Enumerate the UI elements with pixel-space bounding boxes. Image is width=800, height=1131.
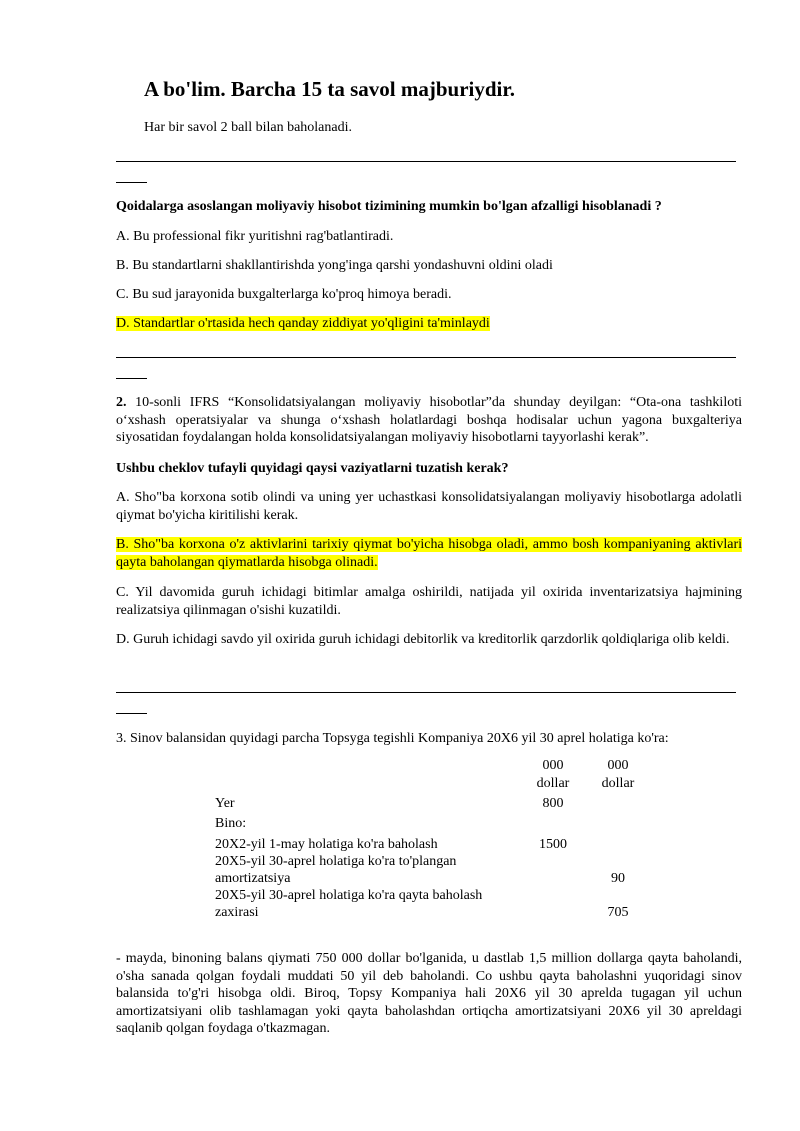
q2-option-c: C. Yil davomida guruh ichidagi bitimlar amalga oshirildi, natijada yil oxirida inventarizatsiya hajmining realizatsiya qilinmagan o'sishi kuzatildi. (116, 585, 742, 618)
column-header: 000 dollar (536, 758, 570, 791)
q2-option-a: A. Sho"ba korxona sotib olindi va uning yer uchastkasi konsolidatsiyalangan moliyaviy hisobotlarga adolatli qiymat bo'yicha kiritilishi kerak. (116, 490, 742, 523)
table-row (215, 815, 635, 835)
separator-line (116, 161, 736, 162)
table-header-row (215, 757, 635, 793)
separator-line (116, 692, 736, 693)
row-label: 20X2-yil 1-may holatiga ko'ra baholash (215, 837, 438, 852)
section-subtitle: Har bir savol 2 ball bilan baholanadi. (144, 120, 352, 135)
q2-intro-text: 10-sonli IFRS “Konsolidatsiyalangan moliyaviy hisobotlar”da shunday deyilgan: “Ota-ona tashkiloti o‘xshash operatsiyalar va shunga o‘xshash holatlardagi boshqa hodisalar uchun yagona buxgalteriya siyosatidan foydalangan holda konsolidatsiyalangan moliyaviy hisobotlarni tayyorlashi kerak”. (116, 395, 742, 445)
cell-value: 800 (542, 796, 564, 811)
table-row (215, 853, 635, 887)
cell-value: 1500 (539, 837, 567, 852)
cell-value: 90 (611, 871, 625, 886)
q1-option-a: A. Bu professional fikr yuritishni rag'batlantiradi. (116, 229, 394, 244)
q2-option-b-highlighted: B. Sho"ba korxona o'z aktivlarini tarixiy qiymat bo'yicha hisobga oladi, ammo bosh kompaniyaning aktivlari qayta baholangan qiymatlarda hisobga olinadi. (116, 537, 742, 570)
q2-option-d: D. Guruh ichidagi savdo yil oxirida guruh ichidagi debitorlik va kreditorlik qarzdorlik qoldiqlariga olib keldi. (116, 632, 730, 647)
cell-value: 705 (607, 905, 629, 920)
table-row (215, 887, 635, 921)
q3-note: - mayda, binoning balans qiymati 750 000 dollar bo'lganida, u dastlab 1,5 million dollarga qayta baholandi, o'sha sanada qolgan foydali muddati 50 yil deb baholandi. Co ushbu qayta baholashni yuqoridagi sinov balansida to'g'ri hisobga oldi. Biroq, Topsy Kompaniya hali 20X6 yil 30 aprelda tugagan yil uchun amortizatsiyani olib tashlamagan yoki qayta baholashdan ortiqcha amortizatsiyani 20X6 yil 30 apreldagi saqlanib qolgan foydaga o'tkazmagan. (116, 951, 742, 1036)
separator-line-short (116, 713, 147, 714)
q2-intro (116, 394, 742, 447)
row-label: Bino: (215, 816, 247, 831)
q1-option-c: C. Bu sud jarayonida buxgalterlarga ko'proq himoya beradi. (116, 287, 452, 302)
q1-option-d-highlighted: D. Standartlar o'rtasida hech qanday ziddiyat yo'qligini ta'minlaydi (116, 316, 490, 331)
separator-line-short (116, 378, 147, 379)
row-label: 20X5-yil 30-aprel holatiga ko'ra to'plangan amortizatsiya (215, 854, 457, 886)
row-label: Yer (215, 796, 235, 811)
section-title: A bo'lim. Barcha 15 ta savol majburiydir. (144, 77, 516, 101)
table-row (215, 795, 635, 815)
q3-intro: 3. Sinov balansidan quyidagi parcha Topsyga tegishli Kompaniya 20X6 yil 30 aprel holatiga ko'ra: (116, 731, 669, 746)
separator-line-short (116, 182, 147, 183)
row-label: 20X5-yil 30-aprel holatiga ko'ra qayta baholash zaxirasi (215, 888, 483, 920)
q2-number: 2. (116, 395, 127, 410)
q2-question: Ushbu cheklov tufayli quyidagi qaysi vaziyatlarni tuzatish kerak? (116, 461, 509, 476)
separator-line (116, 357, 736, 358)
q1-option-b: B. Bu standartlarni shakllantirishda yong'inga qarshi yondashuvni oldini oladi (116, 258, 553, 273)
column-header: 000 dollar (601, 758, 635, 791)
q1-question: Qoidalarga asoslangan moliyaviy hisobot tizimining mumkin bo'lgan afzalligi hisoblanadi ? (116, 199, 662, 214)
